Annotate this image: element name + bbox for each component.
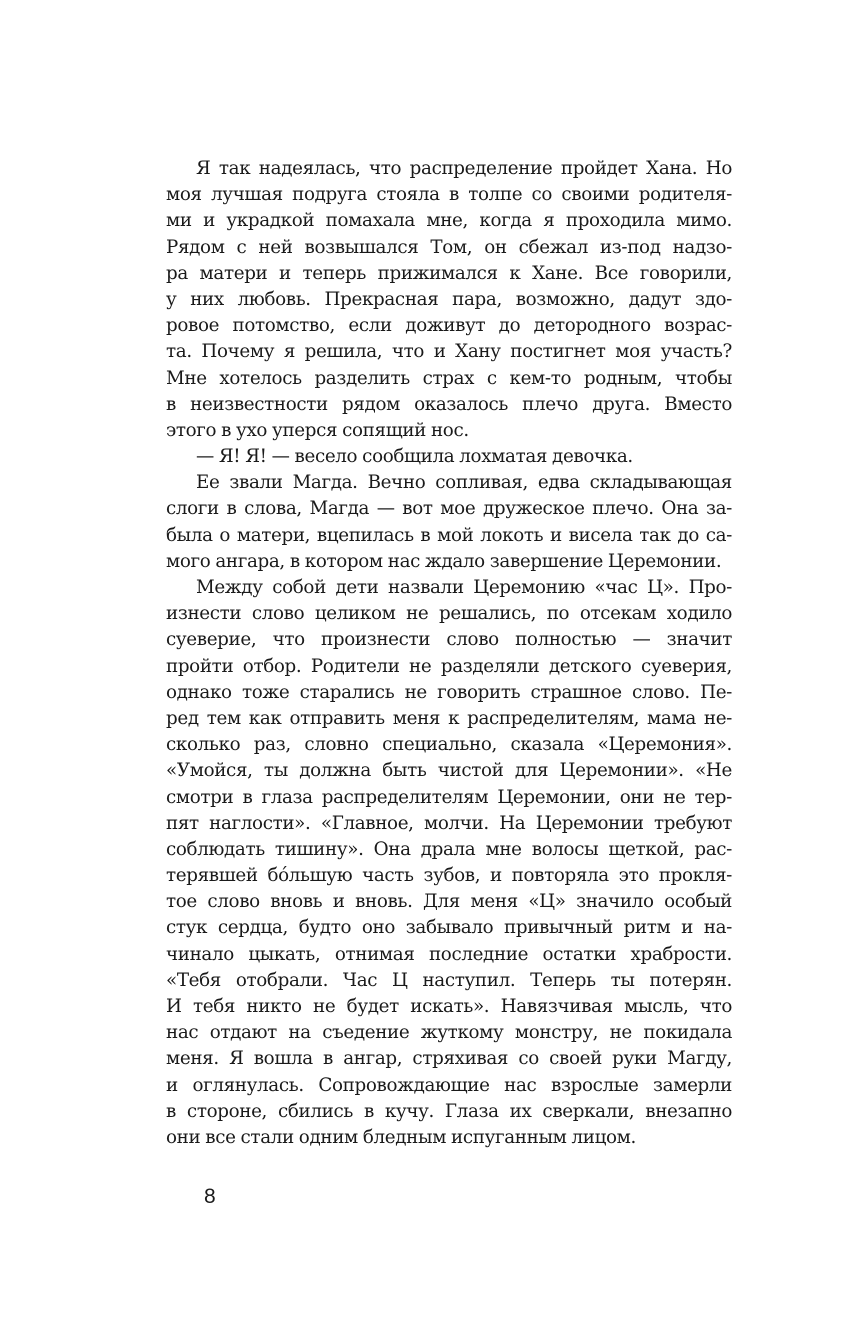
text-line: Я так надеялась, что распределение пройдет Хана. Но — [196, 158, 732, 179]
text-line: смотри в глаза распределителям Церемонии, они не тер- — [166, 786, 732, 808]
text-line: меня. Я вошла в ангар, стряхивая со своей руки Магду, — [166, 1048, 732, 1070]
text-line: однако тоже старались не говорить страшное слово. Пе- — [166, 681, 732, 703]
text-line: пят наглости». «Главное, молчи. На Церемонии требуют — [166, 812, 732, 834]
body-text — [166, 156, 732, 1151]
text-line: терявшей бо́льшую часть зубов, и повторяла это прокля- — [166, 865, 732, 887]
text-line: и оглянулась. Сопровождающие нас взрослые замерли — [166, 1074, 732, 1096]
text-line: пройти отбор. Родители не разделяли детского суеверия, — [166, 655, 732, 677]
text-line: ред тем как отправить меня к распределителям, мама не- — [166, 707, 732, 729]
text-line: «Тебя отобрали. Час Ц наступил. Теперь ты потерян. — [166, 969, 732, 991]
text-line: тое слово вновь и вновь. Для меня «Ц» значило особый — [166, 891, 732, 913]
text-line: ра матери и теперь прижимался к Хане. Все говорили, — [166, 262, 732, 284]
text-line: слоги в слова, Магда — вот мое дружеское плечо. Она за- — [166, 498, 732, 520]
text-line: чинало цыкать, отнимая последние остатки храбрости. — [166, 943, 732, 965]
text-line: моя лучшая подруга стояла в толпе со своими родителя- — [166, 184, 732, 206]
text-line: изнести слово целиком не решались, по отсекам ходило — [166, 603, 732, 625]
text-line: ми и украдкой помахала мне, когда я проходила мимо. — [166, 210, 732, 232]
text-line: И тебя никто не будет искать». Навязчивая мысль, что — [166, 996, 732, 1017]
text-line: в стороне, сбились в кучу. Глаза их сверкали, внезапно — [166, 1100, 732, 1122]
text-line: ровое потомство, если доживут до детородного возрас- — [166, 315, 732, 337]
text-line: та. Почему я решила, что и Хану постигнет моя участь? — [166, 341, 732, 363]
paragraph — [166, 156, 732, 444]
text-line: была о матери, вцепилась в мой локоть и висела так до са- — [166, 524, 732, 546]
paragraph — [166, 470, 732, 575]
text-line: Между собой дети назвали Церемонию «час Ц». Про- — [196, 577, 732, 598]
text-line: сколько раз, словно специально, сказала «Церемония». — [166, 734, 732, 756]
text-line: этого в ухо уперся сопящий нос. — [166, 419, 469, 441]
page-number: 8 — [204, 1185, 216, 1208]
text-line: суеверие, что произнести слово полностью — значит — [166, 629, 732, 651]
text-line: в неизвестности рядом оказалось плечо друга. Вместо — [166, 393, 732, 415]
text-line: Рядом с ней возвышался Том, он сбежал из-под надзо- — [166, 236, 732, 258]
text-line: соблюдать тишину». Она драла мне волосы щеткой, рас- — [166, 838, 732, 860]
text-line: они все стали одним бледным испуганным лицом. — [166, 1126, 636, 1148]
text-line: «Умойся, ты должна быть чистой для Церемонии». «Не — [166, 760, 732, 782]
paragraph — [166, 444, 732, 470]
paragraph — [166, 575, 732, 1151]
text-line: Мне хотелось разделить страх с кем-то родным, чтобы — [166, 367, 732, 389]
text-line: нас отдают на съедение жуткому монстру, не покидала — [166, 1022, 732, 1044]
text-line: у них любовь. Прекрасная пара, возможно, дадут здо- — [166, 288, 732, 310]
text-line: стук сердца, будто оно забывало привычный ритм и на- — [166, 917, 732, 939]
text-line: Ее звали Магда. Вечно сопливая, едва складывающая — [196, 472, 732, 494]
text-line: — Я! Я! — весело сообщила лохматая девочка. — [196, 446, 633, 468]
text-line: мого ангара, в котором нас ждало завершение Церемонии. — [166, 550, 722, 572]
